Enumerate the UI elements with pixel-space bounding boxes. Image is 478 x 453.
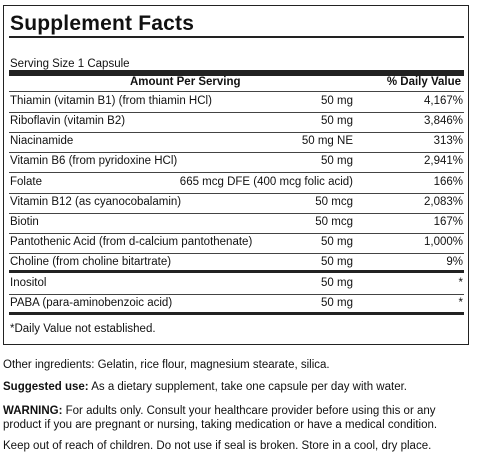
nutrient-amount: 50 mg [321,277,353,289]
serving-size: Serving Size 1 Capsule [10,58,130,70]
suggested-use-text: As a dietary supplement, take one capsule per day with water. [91,381,407,393]
other-ingredients: Other ingredients: Gelatin, rice flour, magnesium stearate, silica. [3,359,330,371]
nutrient-name: Inositol [10,277,47,289]
nutrient-row [9,133,464,152]
nutrient-row [9,153,464,172]
nutrient-name: Riboflavin (vitamin B2) [10,115,126,127]
supplement-facts-panel [3,5,469,345]
nutrient-dv: 2,083% [423,196,463,208]
header-rule [9,91,464,92]
suggested-use [3,380,473,394]
nutrient-name: Vitamin B6 (from pyridoxine HCl) [10,155,178,167]
nutrient-amount: 665 mcg DFE (400 mcg folic acid) [179,176,353,188]
nutrient-name: Pantothenic Acid (from d-calcium pantothenate) [10,236,253,248]
nutrient-amount: 50 mg [321,236,353,248]
nutrient-name: PABA (para-aminobenzoic acid) [10,297,173,309]
nutrient-name: Choline (from choline bitartrate) [10,256,172,268]
nutrient-amount: 50 mg [321,95,353,107]
nutrient-dv: 9% [446,256,463,268]
panel-title: Supplement Facts [10,12,195,35]
nutrient-dv: 4,167% [423,95,463,107]
nutrient-row [9,214,464,233]
nutrient-amount: 50 mg [321,115,353,127]
nutrient-row [9,275,464,294]
nutrient-amount: 50 mg [321,256,353,268]
nutrient-dv: 1,000% [423,236,463,248]
nutrient-name: Biotin [10,216,39,228]
row-divider [9,172,464,173]
bottom-rule [9,312,464,315]
nutrient-dv: 2,941% [423,155,463,167]
section-rule [9,270,464,273]
nutrient-dv: 3,846% [423,115,463,127]
nutrient-dv: * [458,277,463,289]
nutrient-row [9,194,464,213]
title-rule [9,36,464,38]
warning [3,404,473,432]
nutrient-dv: 313% [433,135,463,147]
nutrient-dv: 166% [433,176,463,188]
nutrient-amount: 50 mg [321,155,353,167]
nutrient-amount: 50 mg [321,297,353,309]
warning-text: For adults only. Consult your healthcare provider before using this or any product if you are pregnant or nursing, taking medication or have a medical condition. [3,405,438,431]
nutrient-dv: * [458,297,463,309]
storage-note: Keep out of reach of children. Do not use if seal is broken. Store in a cool, dry place. [3,440,432,452]
nutrient-amount: 50 mcg [315,196,353,208]
nutrient-dv: 167% [433,216,463,228]
nutrient-name: Thiamin (vitamin B1) (from thiamin HCl) [10,95,212,107]
nutrient-row [9,93,464,112]
nutrient-row [9,174,464,193]
warning-label: WARNING: [3,405,63,417]
nutrient-row [9,234,464,253]
nutrient-name: Folate [10,176,42,188]
nutrient-name: Niacinamide [10,135,74,147]
amount-header: Amount Per Serving [130,76,241,88]
nutrient-name: Vitamin B12 (as cyanocobalamin) [10,196,182,208]
nutrient-row [9,113,464,132]
nutrient-amount: 50 mg NE [301,135,353,147]
dv-note: *Daily Value not established. [10,323,156,335]
suggested-use-label: Suggested use: [3,381,89,393]
dv-header: % Daily Value [386,76,461,88]
nutrient-amount: 50 mcg [315,216,353,228]
